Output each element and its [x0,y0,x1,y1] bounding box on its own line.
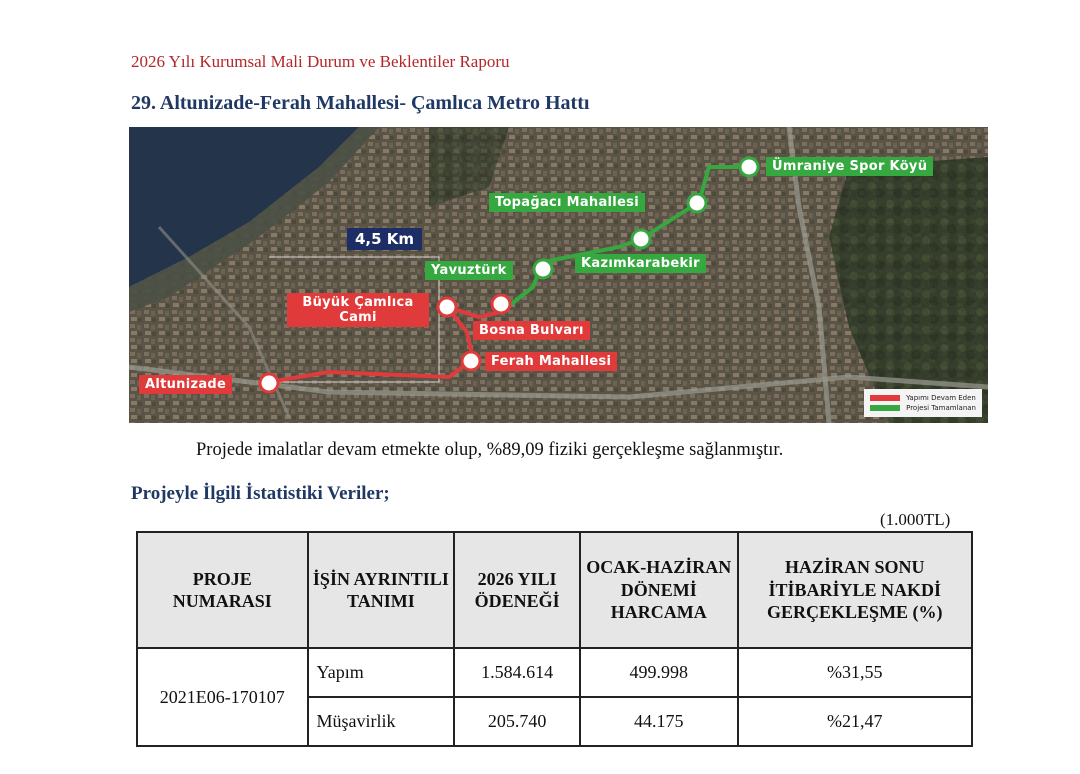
section-title: 29. Altunizade-Ferah Mahallesi- Çamlıca Metro Hattı [131,92,590,114]
unit-note: (1.000TL) [880,510,951,529]
metro-map [129,127,988,423]
table-header-row [137,532,972,648]
detail-cell: Yapım [308,648,455,697]
header-detail: İŞİN AYRINTILI TANIMI [308,532,455,648]
stats-table [136,531,973,747]
distance-badge: 4,5 Km [347,228,422,250]
legend-ongoing-label: Yapımı Devam Eden [906,394,976,402]
header-realization: HAZİRAN SONU İTİBARİYLE NAKDİ GERÇEKLEŞME (%) [738,532,972,648]
station-buyuk-camlica-label: Büyük Çamlıca Cami [287,293,429,327]
spending-cell: 44.175 [580,697,738,746]
detail-cell: Müşavirlik [308,697,455,746]
map-legend [864,389,982,417]
spending-cell: 499.998 [580,648,738,697]
station-yavuzturk-label: Yavuztürk [425,261,513,280]
realization-cell: %31,55 [738,648,972,697]
table-row [137,648,972,697]
allocation-cell: 1.584.614 [454,648,580,697]
station-kazimkarabekir-label: Kazımkarabekir [575,254,706,273]
legend-completed-label: Projesi Tamamlanan [906,404,976,412]
project-number-cell: 2021E06-170107 [137,648,308,746]
stats-title: Projeyle İlgili İstatistiki Veriler; [131,483,390,504]
legend-ongoing [870,394,976,402]
station-topagaci-label: Topağacı Mahallesi [489,193,645,212]
station-bosna-label: Bosna Bulvarı [473,321,590,340]
header-allocation: 2026 YILI ÖDENEĞİ [454,532,580,648]
legend-completed-swatch [870,405,900,411]
station-altunizade-label: Altunizade [139,375,232,394]
header-spending: OCAK-HAZİRAN DÖNEMİ HARCAMA [580,532,738,648]
report-header: 2026 Yılı Kurumsal Mali Durum ve Beklentiler Raporu [131,52,510,71]
progress-summary: Projede imalatlar devam etmekte olup, %89,09 fiziki gerçekleşme sağlanmıştır. [196,440,784,460]
legend-completed [870,404,976,412]
legend-ongoing-swatch [870,395,900,401]
allocation-cell: 205.740 [454,697,580,746]
station-ferah-label: Ferah Mahallesi [485,352,617,371]
header-project-no: PROJE NUMARASI [137,532,308,648]
station-umraniye-label: Ümraniye Spor Köyü [766,157,933,176]
realization-cell: %21,47 [738,697,972,746]
